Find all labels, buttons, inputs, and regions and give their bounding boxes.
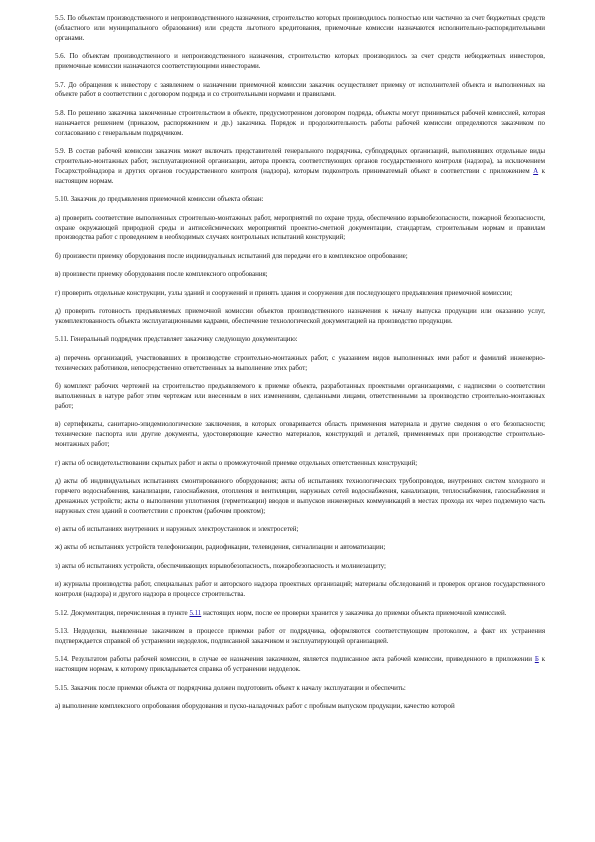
paragraph [55,289,545,299]
paragraph [55,81,545,101]
paragraph-text: б) произвести приемку оборудования после индивидуальных испытаний для передачи его в комплексное опробование; [55,251,408,260]
paragraph [55,684,545,694]
paragraph [55,609,545,619]
paragraph [55,14,545,44]
paragraph-text: в) сертификаты, санитарно-эпидемиологические заключения, в которых оговаривается область применения материала и другие сведения о его безопасности; технические паспорта или другие документы, удостоверяющие качество материалов, конструкций и деталей, применяемых при производстве строительно-монтажных работ; [55,420,545,449]
reference-link[interactable]: Б [534,655,539,664]
paragraph-text: 5.12. Документация, перечисленная в пункте [55,608,190,617]
paragraph-text: д) акты об индивидуальных испытаниях смонтированного оборудования; акты об испытаниях технологических трубопроводов, внутренних систем холодного и горячего водоснабжения, канализации, газоснабжения, отопления и вентиляции, наружных сетей водоснабжения, канализации, теплоснабжения, газоснабжения и дренажных устройств; акты о выполнении уплотнения (герметизации) вводов и выпусков инженерных коммуникаций в местах прохода их через подземную часть наружных стен зданий в соответствии с проектом (рабочим проектом); [55,476,545,515]
paragraph [55,109,545,139]
paragraph [55,307,545,327]
paragraph [55,52,545,72]
paragraph [55,354,545,374]
paragraph-text: ж) акты об испытаниях устройств телефонизации, радиофикации, телевидения, сигнализации и автоматизации; [55,543,386,552]
paragraph [55,195,545,205]
paragraph-text: 5.10. Заказчик до предъявления приемочной комиссии объекта обязан: [55,195,264,204]
paragraph-text: а) проверить соответствие выполненных строительно-монтажных работ, мероприятий по охране труда, обеспечению взрывобезопасности, пожарной безопасности, охране окружающей природной среды и антисейсмических мероприятий проектно-сметной документации, стандартам, строительным нормам и правилам производства работ с проведением в необходимых случаях контрольных испытаний конструкций; [55,213,545,242]
paragraph [55,335,545,345]
paragraph-text: к настоящим нормам, к которому прикладывается справка об устранении недоделок. [55,655,545,674]
paragraph [55,382,545,412]
paragraph-text: 5.5. По объектам производственного и непроизводственного назначения, строительство которых производилось полностью или частично за счет бюджетных средств (областного или муниципального образования) или средств льготного кредитования, приемочные комиссии назначаются исполнительно-распорядительными органами. [55,14,545,42]
reference-link[interactable]: 5.11 [189,608,202,617]
paragraph-text: 5.7. До обращения к инвестору с заявлением о назначении приемочной комиссии заказчик осуществляет приемку от исполнителей объекта и выполненных на объекте работ в соответствии с договором подряда и со строительными нормами и правилами. [55,80,545,99]
paragraph-text: е) акты об испытаниях внутренних и наружных электроустановок и электросетей; [55,525,299,534]
paragraph-text: 5.15. Заказчик после приемки объекта от подрядчика должен подготовить объект к началу эксплуатации и обеспечить: [55,683,406,692]
paragraph [55,627,545,647]
paragraph-text: к настоящим нормам. [55,166,545,185]
paragraph-text: д) проверить готовность предъявляемых приемочной комиссии объектов производственного назначения к началу выпуска продукции или оказанию услуг, укомплектованность объекта эксплуатационными кадрами, обеспечение технологической документацией на производство продукции. [55,307,545,325]
paragraph [55,655,545,675]
paragraph [55,459,545,469]
paragraph-text: 5.6. По объектам производственного и непроизводственного назначения, строительство которых производилось за счет средств небюджетных инвесторов, приемочные комиссии назначаются соответствующими инвесторами. [55,52,545,71]
paragraph [55,214,545,244]
paragraph [55,562,545,572]
paragraph-text: 5.11. Генеральный подрядчик представляет заказчику следующую документацию: [55,335,298,344]
paragraph [55,147,545,187]
reference-link[interactable]: А [533,166,539,175]
paragraph [55,580,545,600]
paragraph-text: 5.14. Результатом работы рабочей комиссии, в случае ее назначения заказчиком, является подписанное акта рабочей комиссии, приведенного в приложении [55,655,535,664]
paragraph [55,420,545,450]
paragraph-text: а) перечень организаций, участвовавших в производстве строительно-монтажных работ, с указанием видов выполненных ими работ и фамилий инженерно-технических работников, непосредственно ответственных за выполнение этих работ; [55,353,545,372]
paragraph-text: настоящих норм, после ее проверки хранится у заказчика до приемки объекта приемочной комиссией. [201,608,507,617]
paragraph-text: з) акты об испытаниях устройств, обеспечивающих взрывобезопасность, пожаробезопасность и молниезащиту; [55,561,386,570]
paragraph-text: 5.13. Недоделки, выявленные заказчиком в процессе приемки работ от подрядчика, оформляются соответствующим протоколом, а факт их устранения подтверждается справкой об устранении недоделок, подписанной заказчиком и эксплуатирующей организацией. [55,626,545,645]
paragraph-text: г) проверить отдельные конструкции, узлы зданий и сооружений и принять здания и сооружения для последующего предъявления приемочной комиссии; [55,288,513,297]
paragraph-text: а) выполнение комплексного опробования оборудования и пуско-наладочных работ с пробным выпуском продукции, качество которой [55,702,455,710]
paragraph-text: 5.8. По решению заказчика законченные строительством в объекте, предусмотренном договором подряда, объекты могут приниматься рабочей комиссией, которая назначается решением (приказом, распоряжением и др.) заказчика. Порядок и продолжительность работы рабочей комиссии определяются заказчиком по согласованию с генеральным подрядчиком. [55,108,545,137]
paragraph [55,543,545,553]
paragraph-text: г) акты об освидетельствовании скрытых работ и акты о промежуточной приемке отдельных ответственных конструкций; [55,458,418,467]
paragraph [55,702,545,712]
paragraph-text: 5.9. В состав рабочей комиссии заказчик может включать представителей генерального подрядчика, субподрядных организаций, выполнявших отдельные виды строительно-монтажных работ, эксплуатационной организации, автора проекта, соответствующих органов государственного контроля (надзора), за исключением Госархстройнадзора и других органов государственного контроля (надзора), которым подконтроль приниматемый объект в соответствии с приложением [55,147,545,175]
paragraph-text: б) комплект рабочих чертежей на строительство предъявляемого к приемке объекта, разработанных проектными организациями, с надписями о соответствии выполненных в натуре работ этим чертежам или внесенным в них изменениям, сделанными лицами, ответственными за производство строительно-монтажных работ; [55,382,545,410]
paragraph-text: и) журналы производства работ, специальных работ и авторского надзора проектных организаций; материалы обследований и проверок органов государственного контроля (надзора) и другого надзора в процессе строительства. [55,580,545,599]
paragraph-text: в) произвести приемку оборудования после комплексного опробования; [55,270,268,279]
paragraph [55,252,545,262]
paragraph [55,477,545,517]
paragraph [55,525,545,535]
paragraph [55,270,545,280]
